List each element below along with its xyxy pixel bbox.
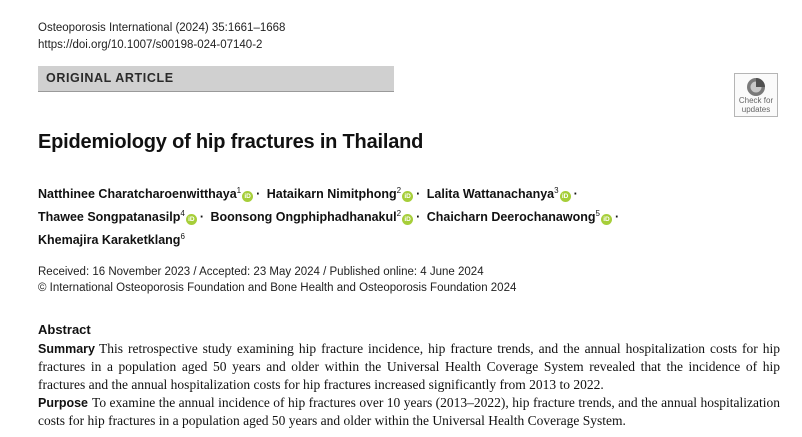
abstract-summary — [38, 340, 780, 394]
author[interactable]: Khemajira Karaketklang$^6$ — [38, 232, 185, 247]
affiliation-number: 6 — [180, 232, 185, 241]
journal-header — [38, 20, 285, 54]
affiliation-number: 3 — [554, 186, 559, 195]
summary-text: This retrospective study examining hip fracture incidence, hip fracture trends, and the annual hospitalization costs for hip fractures in a population aged 50 years and older within the Universal Health Coverage System revealed that the incidence of hip fractures and the annual hospitalization costs for hip fractures increased significantly from 2013 to 2022. — [38, 341, 780, 392]
author-separator: · — [416, 187, 421, 201]
affiliation-number: 5 — [595, 209, 600, 218]
purpose-label: Purpose — [38, 396, 89, 410]
affiliation-number: 2 — [396, 186, 402, 195]
check-for-updates-badge[interactable] — [734, 73, 778, 117]
author-separator: · — [573, 187, 578, 201]
copyright-line: © International Osteoporosis Foundation and Bone Health and Osteoporosis Foundation 2024 — [38, 282, 517, 294]
author[interactable]: Natthinee Charatcharoenwitthaya$^1$iD — [38, 187, 253, 201]
affiliation-number: 1 — [236, 186, 242, 195]
orcid-icon[interactable]: iD — [242, 191, 253, 202]
article-title: Epidemiology of hip fractures in Thailand — [38, 131, 424, 153]
check-for-updates-icon — [746, 77, 766, 97]
orcid-icon[interactable]: iD — [402, 214, 413, 225]
author-separator: · — [256, 187, 261, 201]
check-for-updates-line2: updates — [741, 104, 771, 114]
author[interactable]: Boonsong Ongphiphadhanakul$^2$iD — [211, 210, 414, 224]
author[interactable]: Thawee Songpatanasilp$^4$iD — [38, 210, 197, 224]
summary-label: Summary — [38, 342, 95, 356]
abstract-purpose — [38, 394, 780, 430]
affiliation-number: 4 — [180, 209, 185, 218]
author[interactable]: Lalita Wattanachanya$^3$iD — [427, 187, 571, 201]
article-type-banner: ORIGINAL ARTICLE — [38, 66, 394, 91]
purpose-text: To examine the annual incidence of hip fractures over 10 years (2013–2022), hip fracture trends, and the annual hospitalization costs for hip fractures in a population aged 50 years and older within the Universal Health Coverage System. — [38, 395, 780, 428]
author[interactable]: Hataikarn Nimitphong$^2$iD — [267, 187, 413, 201]
orcid-icon[interactable]: iD — [402, 191, 413, 202]
doi-link[interactable]: https://doi.org/10.1007/s00198-024-07140-2 — [38, 39, 263, 51]
author-separator: · — [614, 210, 620, 224]
history-dates: Received: 16 November 2023 / Accepted: 23 May 2024 / Published online: 4 June 2024 — [38, 266, 484, 278]
orcid-icon[interactable]: iD — [601, 214, 612, 225]
publication-history — [38, 264, 516, 296]
abstract-body — [38, 340, 780, 430]
abstract-heading: Abstract — [38, 322, 91, 337]
orcid-icon[interactable]: iD — [560, 191, 571, 202]
author-list — [38, 181, 778, 250]
banner-divider — [38, 91, 394, 92]
author-separator: · — [416, 210, 421, 224]
author-separator: · — [199, 210, 205, 224]
orcid-icon[interactable]: iD — [186, 214, 197, 225]
author[interactable]: Chaicharn Deerochanawong$^5$iD — [427, 210, 612, 224]
check-for-updates-line1: Check for — [738, 96, 774, 105]
affiliation-number: 2 — [396, 209, 402, 218]
journal-citation: Osteoporosis International (2024) 35:1661–1668 — [38, 22, 286, 34]
